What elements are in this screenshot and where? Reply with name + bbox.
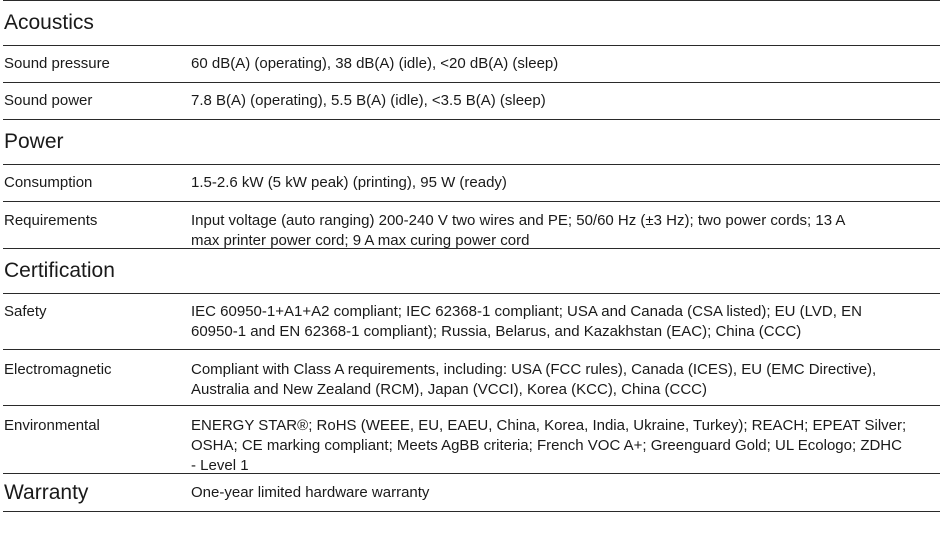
section-title: Certification bbox=[4, 259, 115, 282]
spec-row-warranty bbox=[3, 474, 940, 512]
spec-label: Sound pressure bbox=[4, 55, 110, 72]
spec-value-line: Compliant with Class A requirements, including: USA (FCC rules), Canada (ICES), EU (EMC Directive), bbox=[191, 361, 877, 378]
spec-row-requirements bbox=[3, 202, 940, 249]
spec-label: Environmental bbox=[4, 417, 100, 434]
spec-value-line: max printer power cord; 9 A max curing power cord bbox=[191, 232, 530, 249]
spec-label: Consumption bbox=[4, 174, 93, 191]
spec-row-sound-pressure bbox=[3, 46, 940, 83]
spec-value bbox=[191, 302, 940, 349]
spec-label: Requirements bbox=[4, 212, 98, 229]
spec-value: 1.5-2.6 kW (5 kW peak) (printing), 95 W (ready) bbox=[191, 174, 507, 191]
spec-row-environmental bbox=[3, 406, 940, 474]
spec-value bbox=[191, 360, 940, 405]
spec-value-line: ENERGY STAR®; RoHS (WEEE, EU, EAEU, China, Korea, India, Ukraine, Turkey); REACH; EPEAT Silver; bbox=[191, 417, 907, 434]
spec-value-line: OSHA; CE marking compliant; Meets AgBB criteria; French VOC A+; Greenguard Gold; UL Ecologo; ZDHC bbox=[191, 437, 902, 454]
spec-row-safety bbox=[3, 294, 940, 350]
spec-value: 7.8 B(A) (operating), 5.5 B(A) (idle), <3.5 B(A) (sleep) bbox=[191, 92, 546, 109]
section-title: Acoustics bbox=[4, 11, 94, 34]
spec-row-sound-power bbox=[3, 83, 940, 120]
spec-value-line: Australia and New Zealand (RCM), Japan (VCCI), Korea (KCC), China (CCC) bbox=[191, 381, 707, 398]
spec-table bbox=[3, 0, 940, 512]
spec-label: Electromagnetic bbox=[4, 361, 112, 378]
section-heading-power bbox=[3, 120, 940, 165]
spec-value-line: IEC 60950-1+A1+A2 compliant; IEC 62368-1 compliant; USA and Canada (CSA listed); EU (LVD, EN bbox=[191, 303, 862, 320]
spec-row-consumption bbox=[3, 165, 940, 202]
section-title: Power bbox=[4, 130, 64, 153]
spec-label: Safety bbox=[4, 303, 47, 320]
section-heading-acoustics bbox=[3, 1, 940, 46]
spec-value: One-year limited hardware warranty bbox=[191, 483, 430, 501]
spec-value-line: - Level 1 bbox=[191, 457, 249, 474]
spec-label: Sound power bbox=[4, 92, 93, 109]
spec-value bbox=[191, 211, 940, 248]
spec-value bbox=[191, 416, 940, 473]
section-title-warranty: Warranty bbox=[4, 480, 89, 504]
spec-row-electromagnetic bbox=[3, 350, 940, 406]
spec-value: 60 dB(A) (operating), 38 dB(A) (idle), <20 dB(A) (sleep) bbox=[191, 55, 559, 72]
spec-value-line: Input voltage (auto ranging) 200-240 V two wires and PE; 50/60 Hz (±3 Hz); two power cords; 13 A bbox=[191, 212, 846, 229]
section-heading-certification bbox=[3, 249, 940, 294]
spec-value-line: 60950-1 and EN 62368-1 compliant); Russia, Belarus, and Kazakhstan (EAC); China (CCC) bbox=[191, 323, 802, 340]
